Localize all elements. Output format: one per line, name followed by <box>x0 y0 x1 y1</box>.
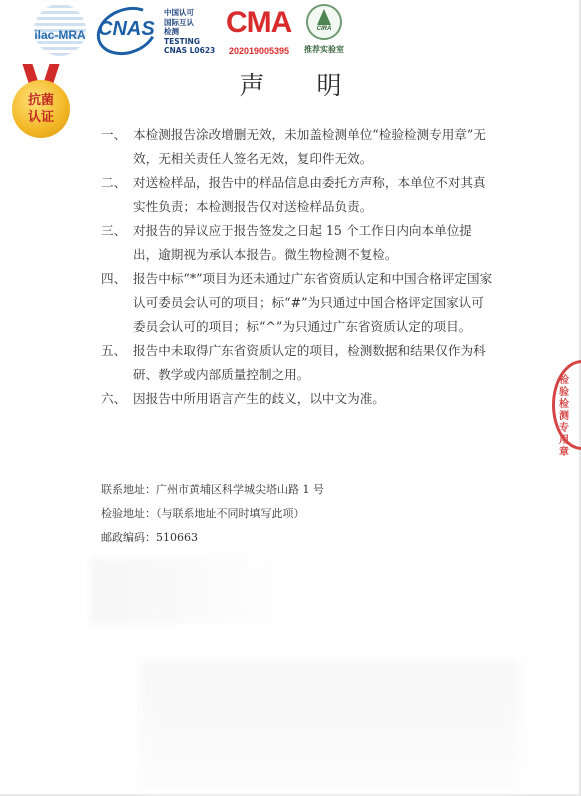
cnas-text-line: TESTING <box>164 36 200 46</box>
declaration-item <box>101 267 496 339</box>
item-text: 对报告的异议应于报告签发之日起 15 个工作日内向本单位提出，逾期视为承认本报告。微生物检测不复检。 <box>133 223 472 262</box>
badge-line: 认证 <box>27 110 54 125</box>
ilac-logo-text: ilac-MRA <box>34 28 86 42</box>
cnas-text-line: 国际互认 <box>164 17 194 27</box>
cma-logo <box>222 6 296 56</box>
cnas-text-line: CNAS L0623 <box>164 46 216 55</box>
cnas-logo <box>96 8 160 56</box>
redacted-area <box>90 558 300 624</box>
stamp-text: 检验检测专用章 <box>559 375 569 458</box>
declaration-list <box>101 123 496 411</box>
ilac-mra-logo <box>30 4 90 60</box>
item-text: 因报告中所用语言产生的歧义，以中文为准。 <box>133 391 385 406</box>
inspection-address: 检验地址：（与联系地址不同时填写此项） <box>101 507 305 520</box>
postcode: 邮政编码：510663 <box>101 531 198 544</box>
declaration-item <box>101 171 496 219</box>
badge-line: 抗菌 <box>27 93 54 108</box>
item-number: 一、 <box>101 127 127 142</box>
item-number: 五、 <box>101 343 127 358</box>
contact-info <box>101 478 324 550</box>
item-number: 六、 <box>101 391 127 406</box>
logo-bar <box>0 0 581 62</box>
cma-logo-text: CMA <box>226 6 292 39</box>
cira-logo <box>298 4 350 60</box>
page-title: 声明 <box>239 71 394 100</box>
cnas-text-line: 中国认可 <box>164 8 194 17</box>
cnas-logo-text: CNAS <box>98 18 155 40</box>
declaration-item <box>101 123 496 171</box>
redacted-area <box>140 660 520 790</box>
tree-icon <box>317 9 331 25</box>
item-number: 二、 <box>101 175 127 190</box>
declaration-item <box>101 219 496 267</box>
cnas-accreditation-text <box>164 8 224 56</box>
cira-label: 推荐实验室 <box>304 45 344 54</box>
cma-number: 202019005395 <box>228 46 290 56</box>
cira-mark-text: CIRA <box>316 26 332 32</box>
item-text: 对送检样品，报告中的样品信息由委托方声称，本单位不对其真实性负责；本检测报告仅对送检样品负责。 <box>133 175 486 214</box>
cnas-text-line: 检测 <box>164 27 179 36</box>
item-text: 本检测报告涂改增删无效，未加盖检测单位“检验检测专用章”无效，无相关责任人签名无效，复印件无效。 <box>133 127 486 166</box>
contact-address: 联系地址：广州市黄埔区科学城尖塔山路 1 号 <box>101 483 324 496</box>
item-number: 四、 <box>101 271 127 286</box>
item-number: 三、 <box>101 223 127 238</box>
declaration-item <box>101 339 496 387</box>
item-text: 报告中标“*”项目为还未通过广东省资质认定和中国合格评定国家认可委员会认可的项目；标“#”为只通过中国合格评定国家认可委员会认可的项目；标“^”为只通过广东省资质认定的项目。 <box>133 271 493 334</box>
item-text: 报告中未取得广东省资质认定的项目，检测数据和结果仅作为科研、教学或内部质量控制之用。 <box>133 343 486 382</box>
declaration-item <box>101 387 496 411</box>
